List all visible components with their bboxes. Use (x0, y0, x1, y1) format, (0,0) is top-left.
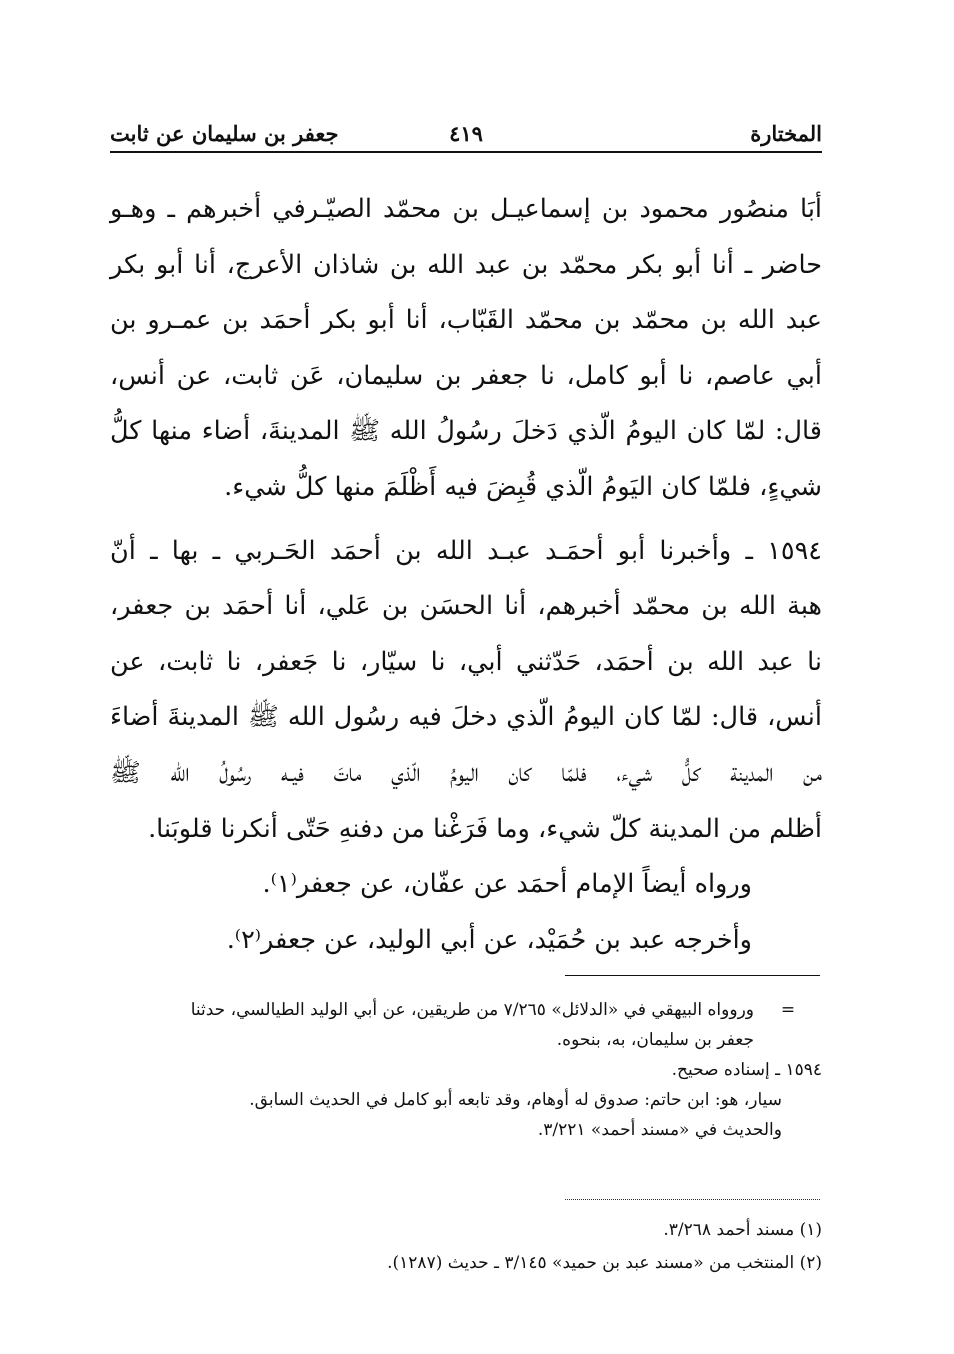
editor-notes (110, 995, 822, 1145)
text-line: شيءٍ، فلمّا كان اليَومُ الّذي قُبِضَ فيه أَظْلَمَ منها كلُّ شيء. (224, 471, 822, 502)
continuation-mark: = (780, 1000, 796, 1020)
text-line: حاضر ـ أنا أبو بكر محمّد بن عبد الله بن شاذان الأعرج، أنا أبو بكر (110, 249, 823, 280)
narration-note: وأخرجه عبد بن حُمَيْد، عن أبي الوليد، عن جعفر⁽٢⁾. (226, 924, 752, 955)
footnotes (110, 1214, 822, 1280)
note-line: ١٥٩٤ ـ إسناده صحيح. (671, 1060, 822, 1080)
text-line: هبة الله بن محمّد أخبرهم، أنا الحسَن بن عَلي، أنا أحمَد بن جعفر، (110, 591, 822, 622)
paragraph-gap (110, 516, 822, 524)
header-rule (110, 151, 822, 153)
hadith-1594-line: ١٥٩٤ ـ وأخبرنا أبو أحمَـد عبـد الله بن أحمَد الحَـربي ـ بها ـ أنّ (110, 535, 822, 566)
text-line: قال: لمّا كان اليومُ الّذي دَخلَ رسُولُ الله ﷺ المدينةَ، أضاء منها كلُّ (110, 416, 822, 447)
note-line: والحديث في «مسند أحمد» ٣/٢٢١. (537, 1120, 782, 1140)
note-line: =وروواه البيهقي في «الدلائل» ٧/٢٦٥ من طريقين، عن أبي الوليد الطيالسي، حدثنا (110, 995, 822, 1025)
notes-rule (565, 975, 820, 976)
header-book-title: المختارة (750, 121, 822, 146)
text-line: أبَا منصُور محمود بن إسماعيـل بن محمّد الصيّـرفي أخبرهم ـ وهـو (110, 194, 822, 224)
narration-note: ورواه أيضاً الإمام أحمَد عن عفّان، عن جعفر⁽١⁾. (262, 869, 752, 900)
footnote-1: (١) مسند أحمد ٣/٢٦٨. (663, 1220, 822, 1240)
text-line: أبي عاصم، نا أبو كامل، نا جعفر بن سليمان، عَن ثابت، عن أنس، (110, 360, 822, 391)
text-line: أظلم من المدينة كلّ شيء، وما فَرَغْنا من دفنهِ حَتّى أنكرنا قلوبَنا. (148, 813, 822, 844)
note-line: سيار، هو: ابن حاتم: صدوق له أوهام، وقد تابعه أبو كامل في الحديث السابق. (249, 1090, 782, 1110)
page-number: ٤١٩ (449, 121, 483, 146)
main-text (110, 182, 822, 968)
header-chapter-title: جعفر بن سليمان عن ثابت (110, 121, 339, 146)
running-header (110, 115, 822, 155)
text-line: نا عبد الله بن أحمَد، حَدّثني أبي، نا سيّار، نا جَعفر، نا ثابت، عن (110, 646, 822, 677)
note-line: جعفر بن سليمان، به، بنحوه. (556, 1030, 754, 1050)
text-line: عبد الله بن محمّد بن محمّد القَبّاب، أنا أبو بكر أحمَد بن عمـرو بن (110, 305, 822, 336)
footnotes-rule (565, 1199, 820, 1200)
footnote-2: (٢) المنتخب من «مسند عبد بن حميد» ٣/١٤٥ ـ حديث (١٢٨٧). (387, 1253, 822, 1273)
text-line: أنس، قال: لمّا كان اليومُ الّذي دخلَ فيه رسُول الله ﷺ المدينةَ أضاءَ (110, 702, 822, 733)
text-line: من المدينة كلُّ شيء، فلمّا كان اليومُ الّذي ماتَ فيـه رسُولُ الله ﷺ (110, 757, 822, 788)
